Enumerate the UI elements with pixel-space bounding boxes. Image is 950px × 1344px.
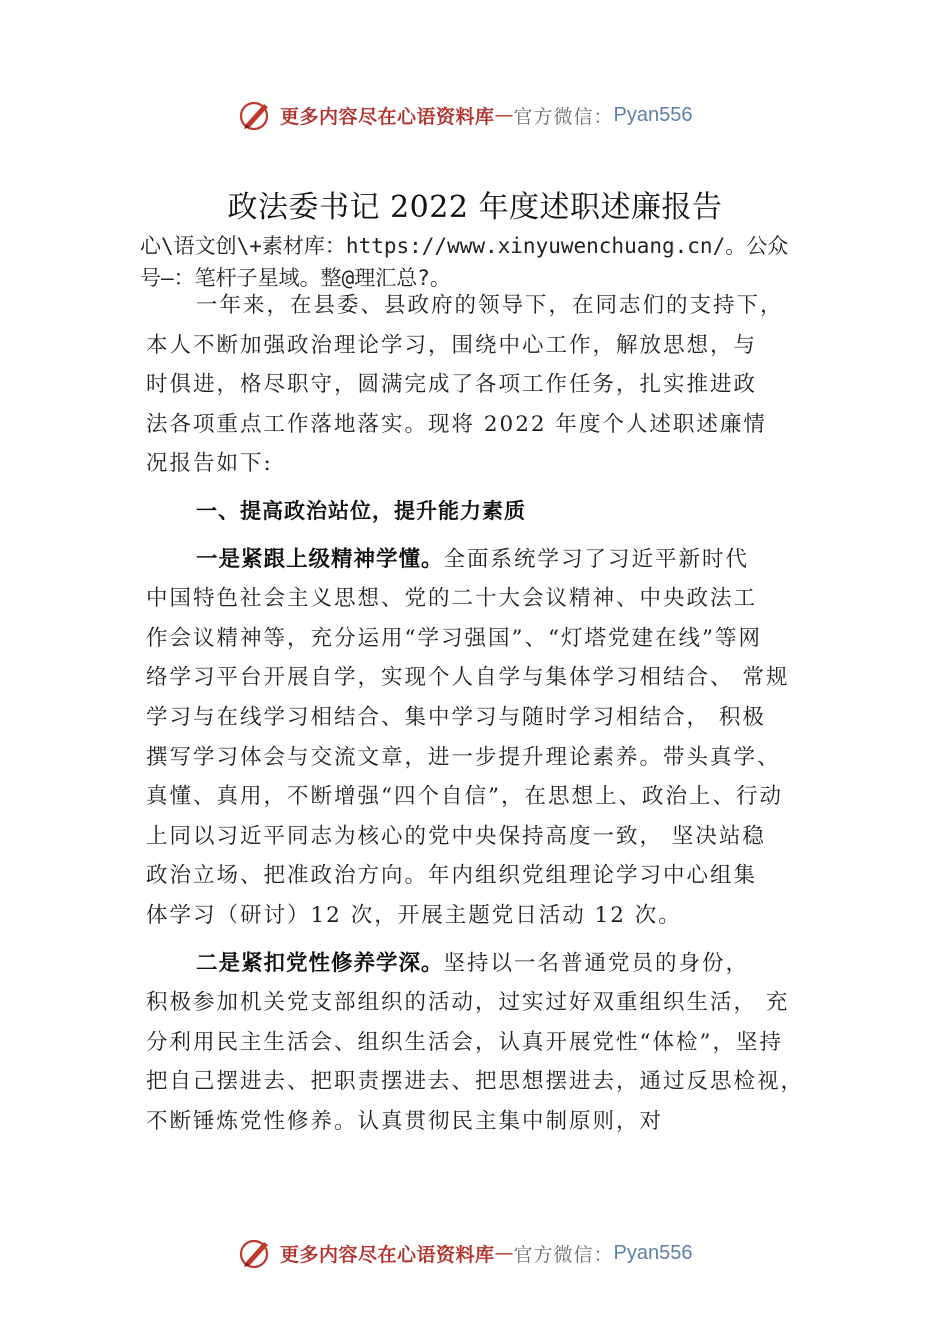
paragraph-line: 撰写学习体会与交流文章，进一步提升理论素养。带头真学、 <box>146 744 781 770</box>
paragraph-text: 坚持以一名普通党员的身份， <box>443 950 750 976</box>
paragraph-text: 全面系统学习了习近平新时代 <box>443 546 750 572</box>
section-heading: 一、提高政治站位，提升能力素质 <box>196 498 526 523</box>
banner-dash: — <box>494 1242 514 1264</box>
intro-line: 况报告如下: <box>146 451 273 477</box>
source-line: 心\语文创\+素材库：https://www.xinyuwenchuang.cn/。公众 <box>140 234 789 258</box>
banner-wechat-label: 官方微信： <box>513 1243 614 1266</box>
paragraph-line: 络学习平台开展自学，实现个人自学与集体学习相结合、 常规 <box>146 665 790 691</box>
banner-library-text: 更多内容尽在心语资料库 <box>280 1243 495 1266</box>
paragraph-lead: 一是紧跟上级精神学懂。 <box>196 546 444 572</box>
paragraph-first-line <box>146 944 818 984</box>
paragraph-line: 积极参加机关党支部组织的活动，过实过好双重组织生活， 充 <box>146 990 790 1016</box>
paragraph-line: 不断锤炼党性修养。认真贯彻民主集中制原则，对 <box>146 1108 664 1134</box>
paragraph-line: 政治立场、把准政治方向。年内组织党组理论学习中心组集 <box>146 863 758 889</box>
paragraph-line: 体学习（研讨）12 次，开展主题党日活动 12 次。 <box>146 902 682 928</box>
document-title: 政法委书记 2022 年度述职述廉报告 <box>227 190 723 225</box>
banner-wechat-label: 官方微信： <box>513 105 614 128</box>
document-body <box>146 286 818 1141</box>
paragraph-line: 真懂、真用，不断增强“四个自信”，在思想上、政治上、行动 <box>146 784 783 810</box>
paragraph-lead: 二是紧扣党性修养学深。 <box>196 950 444 976</box>
pen-logo-icon <box>238 97 274 133</box>
intro-line: 本人不断加强政治理论学习，围绕中心工作，解放思想，与 <box>146 332 758 358</box>
paragraph-line: 作会议精神等，充分运用“学习强国”、“灯塔党建在线”等网 <box>146 625 762 651</box>
banner-library-text: 更多内容尽在心语资料库 <box>280 105 495 128</box>
paragraph-line: 学习与在线学习相结合、集中学习与随时学习相结合， 积极 <box>146 704 766 730</box>
banner-dash: — <box>494 104 514 126</box>
banner-wechat-id: Pyan556 <box>613 103 693 126</box>
banner-wechat-id: Pyan556 <box>613 1241 693 1264</box>
paragraph-line: 中国特色社会主义思想、党的二十大会议精神、中央政法工 <box>146 586 758 612</box>
pen-logo-icon <box>238 1235 274 1271</box>
paragraph-first-line <box>146 540 818 580</box>
source-line: 号—：笔杆子星域。整@理汇总?。 <box>140 266 451 290</box>
paragraph-line: 把自己摆进去、把职责摆进去、把思想摆进去，通过反思检视， <box>146 1069 805 1095</box>
intro-line: 法各项重点工作落地落实。现将 2022 年度个人述职述廉情 <box>146 411 767 437</box>
source-note <box>140 230 840 294</box>
header-banner <box>0 95 950 135</box>
paragraph-line: 上同以习近平同志为核心的党中央保持高度一致， 坚决站稳 <box>146 823 766 849</box>
paragraph-line: 分利用民主生活会、组织生活会，认真开展党性“体检”，坚持 <box>146 1029 783 1055</box>
intro-line: 时俱进，格尽职守，圆满完成了各项工作任务，扎实推进政 <box>146 372 758 398</box>
footer-banner <box>0 1233 950 1273</box>
intro-line: 一年来，在县委、县政府的领导下，在同志们的支持下， <box>196 293 784 318</box>
